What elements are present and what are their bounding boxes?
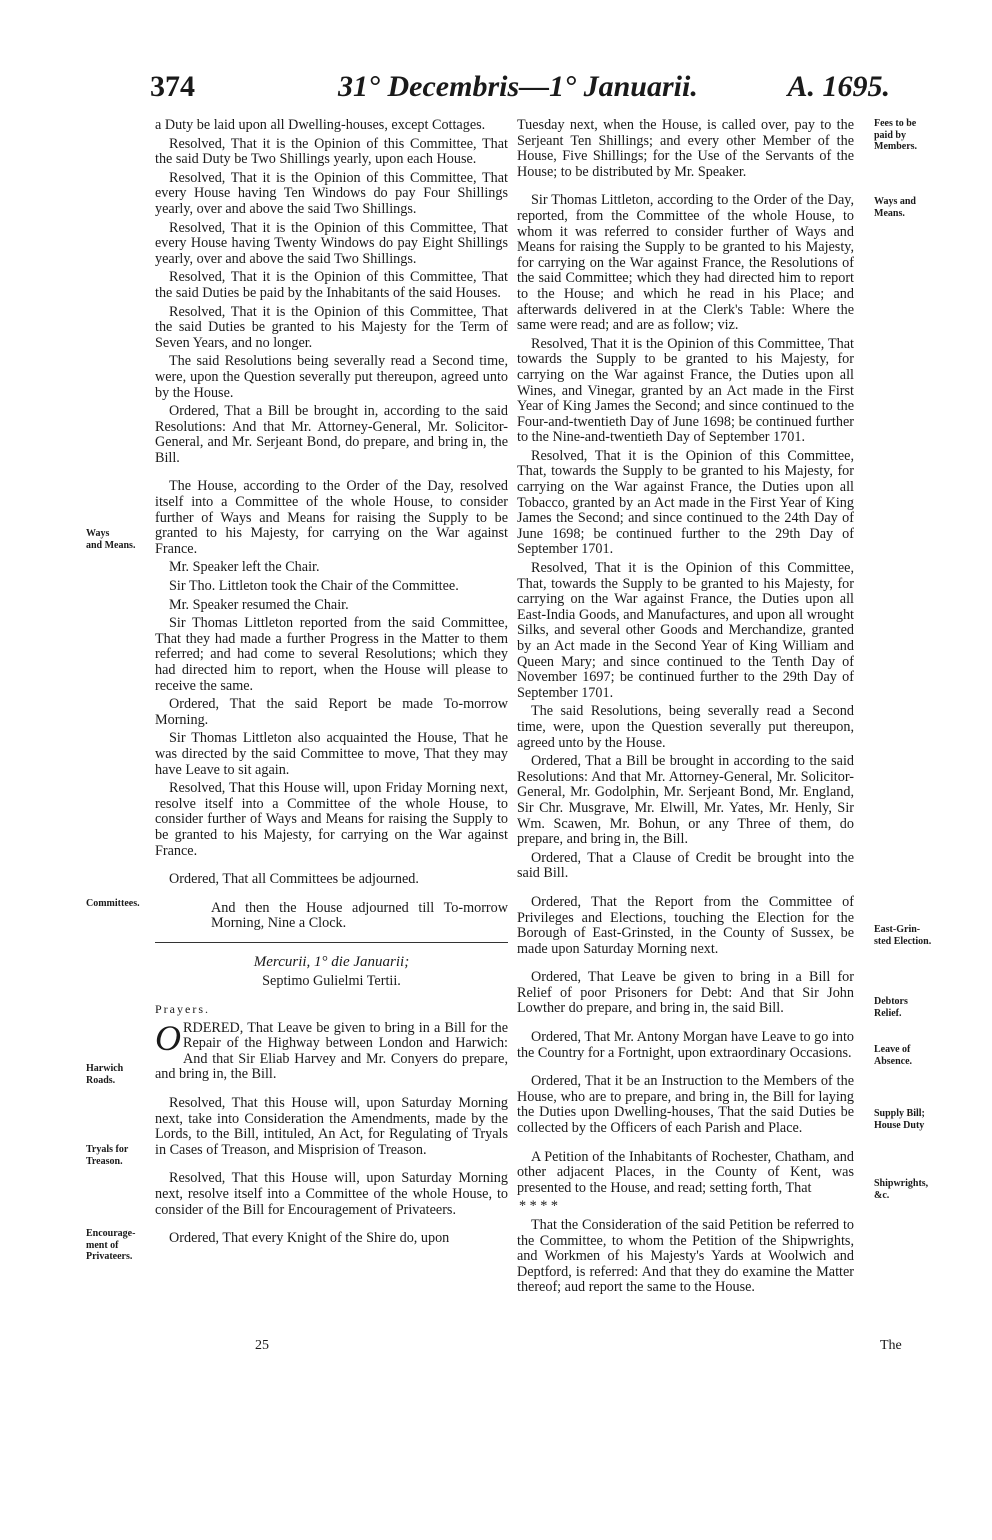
paragraph: The said Resolutions, being severally read a Second time, were, upon the Question severally put thereupon, agreed unto by the House.	[517, 703, 854, 751]
day-heading: Mercurii, 1° die Januarii;	[253, 953, 410, 970]
paragraph: Resolved, That this House will, upon Saturday Morning next, resolve itself into a Committee of the whole House, to consider of the Bill for Encouragement of Privateers.	[155, 1170, 508, 1218]
paragraph: Ordered, That the said Report be made To-morrow Morning.	[155, 696, 508, 728]
paragraph: Mr. Speaker resumed the Chair.	[169, 596, 349, 613]
divider	[155, 942, 508, 943]
paragraph: Ordered, That a Bill be brought in, according to the said Resolutions: And that Mr. Attorney-General, Mr. Solicitor-General, and Mr. Serjeant Bond, do prepare, and bring in, the Bill.	[155, 403, 508, 466]
paragraph: Sir Thomas Littleton, according to the Order of the Day, reported, from the Committee of the whole House, to whom it was referred to consider further of Ways and Means for raising the Supply to be granted to his Majesty, for carrying on the War against France, the Resolutions of the said Committee; which they had directed him to report to the House; and which he read in his Place; and afterwards delivered in at the Clerk's Table: Where the same were read; and are as follow; viz.	[517, 192, 854, 334]
paragraph: Ordered, That Mr. Antony Morgan have Leave to go into the Country for a Fortnight, upon extraordinary Occasions.	[517, 1029, 854, 1061]
regnal-year: Septimo Gulielmi Tertii.	[262, 972, 401, 989]
prayers-heading: Prayers.	[155, 1002, 210, 1017]
margin-note-committees: Committees.	[86, 898, 140, 909]
page-header	[150, 70, 890, 110]
left-column	[155, 118, 508, 1250]
page-number: 374	[150, 70, 195, 103]
paragraph: Resolved, That it is the Opinion of this Committee, That the said Duties be granted to his Majesty for the Term of Seven Years, and no longer.	[155, 303, 508, 351]
paragraph: Ordered, That a Bill be brought in according to the said Resolutions: And that Mr. Attorney-General, Mr. Solicitor-General, Mr. Godolphin, Mr. Serjeant Bond, Mr. England, Sir Chr. Musgrave, Mr. Elwill, Mr. Yates, Mr. Henly, Sir Wm. Scawen, Mr. Bohun, or any Three of them, do prepare, and bring in, the Bill.	[517, 753, 854, 848]
margin-note-debtors: Debtors Relief.	[874, 996, 908, 1019]
omission-stars: * * * *	[519, 1198, 559, 1215]
margin-note-supply-bill: Supply Bill; House Duty	[874, 1108, 925, 1131]
paragraph: Ordered, That it be an Instruction to the Members of the House, who are to prepare, and bring in, the Bill for laying the Duties upon Dwelling-houses, That the said Duties be collected by the Officers of each Parish and Place.	[517, 1073, 854, 1137]
paragraph: Ordered, That all Committees be adjourned.	[169, 871, 419, 888]
paragraph: Resolved, That it is the Opinion of this Committee, That the said Duties be paid by the Inhabitants of the said Houses.	[155, 269, 508, 301]
margin-note-tryals: Tryals for Treason.	[86, 1144, 129, 1167]
paragraph: Resolved, That this House will, upon Friday Morning next, resolve itself into a Committee of the whole House, to consider further of Ways and Means for raising the Supply to be granted to his Majesty, for carrying on the War against France.	[155, 780, 508, 859]
paragraph: That the Consideration of the said Petition be referred to the Committee, to whom the Petition of the Shipwrights, and Workmen of his Majesty's Yards at Woolwich and Deptford, is referred: And that they do examine the Matter thereof; aud report the same to the House.	[517, 1217, 854, 1296]
paragraph: A Petition of the Inhabitants of Rochester, Chatham, and other adjacent Places, in the County of Kent, was presented to the House, and read; setting forth, That	[517, 1148, 854, 1196]
paragraph: Resolved, That it is the Opinion of this Committee, That, towards the Supply to be granted to his Majesty, for carrying on the War against France, the Duties upon all East-India Goods, and Manufactures, and upon all wrought Silks, and several other Goods and Merchandize, granted by an Act made in the Second Year of King William and Queen Mary; and since continued to the Tenth Day of November 1697; be continued further to the 29th Day of September 1701.	[517, 560, 854, 701]
running-date: 31° Decembris—1° Januarii.	[338, 70, 698, 103]
margin-note-ways-means-right: Ways and Means.	[874, 196, 916, 219]
paragraph: Tuesday next, when the House, is called over, pay to the Serjeant Ten Shillings; and every other Member of the House, Five Shillings; for the Use of the Servants of the House; to be distributed by Mr. Speaker.	[517, 117, 854, 180]
paragraph: The House, according to the Order of the Day, resolved itself into a Committee of the whole House, to consider further of Ways and Means for raising the Supply to be granted to his Majesty, for carrying on the War against France.	[155, 478, 508, 557]
right-column	[517, 118, 854, 1299]
margin-note-harwich: Harwich Roads.	[86, 1063, 124, 1086]
paragraph: Sir Tho. Littleton took the Chair of the Committee.	[169, 578, 459, 595]
paragraph: Mr. Speaker left the Chair.	[169, 559, 320, 576]
paragraph: Resolved, That it is the Opinion of this Committee, That, towards the Supply to be granted to his Majesty, for carrying on the War against France, the Duties upon all Tobacco, granted by an Act made in the First Year of King James the Second; and since continued to the 24th Day of June 1698; be continued further to the 29th Day of September 1701.	[517, 447, 854, 558]
adjournment: And then the House adjourned till To-morrow Morning, Nine a Clock.	[211, 899, 508, 932]
paragraph: Sir Thomas Littleton reported from the said Committee, That they had made a further Progress in the Matter to them referred; and had come to several Resolutions; which they had directed him to report, when the House will please to receive the same.	[155, 615, 508, 694]
catchword: The	[880, 1338, 902, 1353]
paragraph: Resolved, That it is the Opinion of this Committee, That the said Duty be Two Shillings yearly, upon each House.	[155, 135, 508, 168]
paragraph: Ordered, That a Clause of Credit be brought into the said Bill.	[517, 849, 854, 882]
paragraph: Sir Thomas Littleton also acquainted the House, That he was directed by the said Committee to move, That they may have Leave to sit again.	[155, 730, 508, 778]
paragraph	[155, 1017, 508, 1083]
margin-note-east-grinsted: East-Grin- sted Election.	[874, 924, 932, 947]
drop-cap: O	[155, 1017, 181, 1058]
margin-note-ways-means: Ways and Means.	[86, 528, 136, 551]
margin-note-fees: Fees to be paid by Members.	[874, 118, 918, 152]
paragraph: Resolved, That it is the Opinion of this Committee, That towards the Supply to be granted to his Majesty, for carrying on the War against France, the Duties upon all Wines, and Vinegar, granted by an Act made in the First Year of King James the Second; and since continued to the Four-and-twentieth Day of June 1698; be continued further to the Nine-and-twentieth Day of September 1701.	[517, 335, 854, 446]
paragraph: a Duty be laid upon all Dwelling-houses, except Cottages.	[155, 117, 486, 133]
margin-note-absence: Leave of Absence.	[874, 1044, 913, 1067]
paragraph: Resolved, That this House will, upon Saturday Morning next, take into Consideration the Amendments, made by the Lords, to the Bill, intituled, An Act, for Regulating of Tryals in Cases of Treason, and Misprision of Treason.	[155, 1095, 508, 1158]
running-year: A. 1695.	[787, 70, 890, 103]
margin-note-privateers: Encourage- ment of Privateers.	[86, 1228, 136, 1262]
paragraph: Resolved, That it is the Opinion of this Committee, That every House having Ten Windows do pay Four Shillings yearly, over and above the said Two Shillings.	[155, 169, 508, 217]
paragraph-text: RDERED, That Leave be given to bring in a Bill for the Repair of the Highway between London and Harwich: And that Sir Eliab Harvey and Mr. Conyers do prepare, and bring in, the Bill.	[155, 1019, 508, 1083]
paragraph: Resolved, That it is the Opinion of this Committee, That every House having Twenty Windows do pay Eight Shillings yearly, over and above the said Two Shillings.	[155, 219, 508, 267]
paragraph: Ordered, That the Report from the Committee of Privileges and Elections, touching the Election for the Borough of East-Grinsted, in the County of Sussex, be made upon Saturday Morning next.	[517, 893, 854, 957]
paragraph: The said Resolutions being severally read a Second time, were, upon the Question severally put thereupon, agreed unto by the House.	[155, 353, 508, 401]
signature-mark: 25	[255, 1338, 269, 1353]
paragraph: Ordered, That every Knight of the Shire do, upon	[169, 1230, 450, 1247]
margin-note-shipwrights: Shipwrights, &c.	[874, 1178, 929, 1201]
paragraph: Ordered, That Leave be given to bring in a Bill for Relief of poor Prisoners for Debt: And that Sir John Lowther do prepare, and bring in, the said Bill.	[517, 969, 854, 1017]
